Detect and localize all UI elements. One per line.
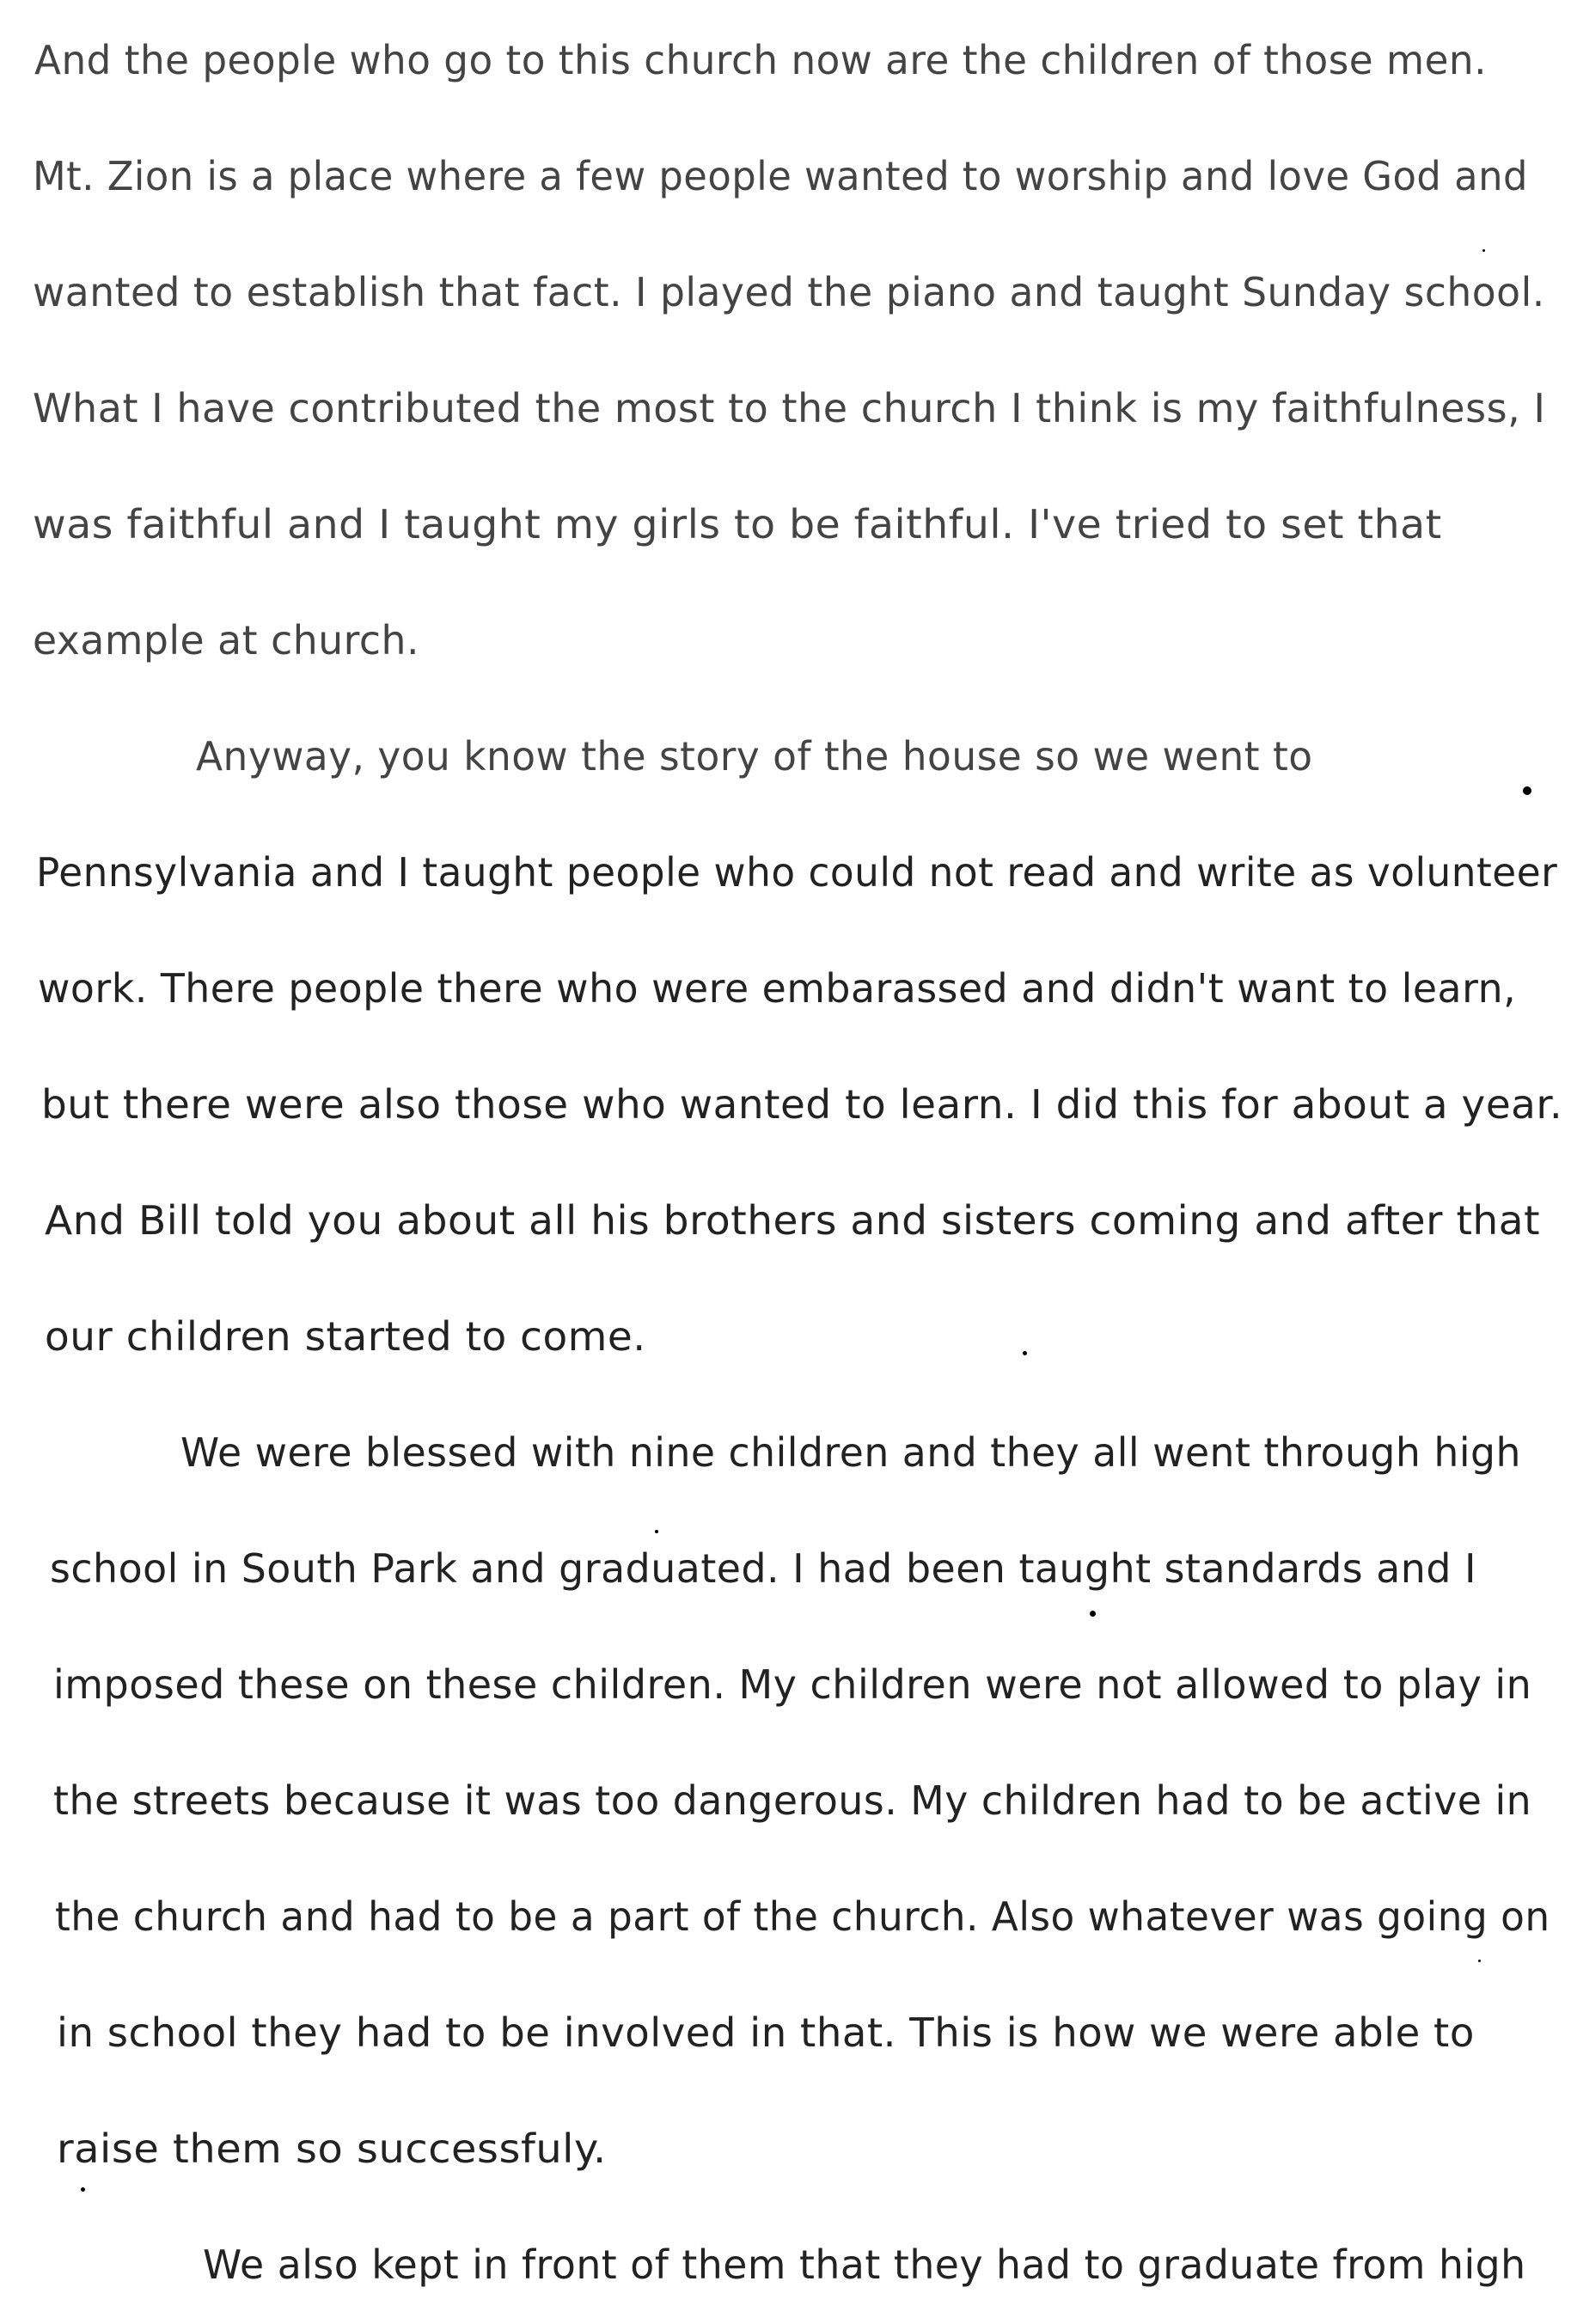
scan-speck [1090, 1611, 1096, 1617]
text-line: Pennsylvania and I taught people who could not read and write as volunteer [36, 849, 1558, 896]
text-line: imposed these on these children. My children were not allowed to play in [53, 1661, 1532, 1708]
text-line: wanted to establish that fact. I played the piano and taught Sunday school. [33, 269, 1545, 315]
text-line: school in South Park and graduated. I had been taught standards and I [50, 1545, 1476, 1592]
text-line: What I have contributed the most to the church I think is my faithfulness, I [33, 385, 1546, 431]
text-line: We also kept in front of them that they had to graduate from high [203, 2241, 1526, 2288]
text-line: And Bill told you about all his brothers and sisters coming and after that [45, 1197, 1541, 1244]
text-line: in school they had to be involved in that. This is how we were able to [57, 2009, 1475, 2056]
scan-speck [1478, 1960, 1481, 1962]
scan-speck [1482, 249, 1485, 252]
text-line: work. There people there who were embarassed and didn't want to learn, [38, 965, 1517, 1012]
scan-speck [1523, 786, 1531, 795]
text-line: raise them so successfuly. [57, 2125, 607, 2172]
scan-speck [655, 1530, 658, 1533]
text-line: And the people who go to this church now are the children of those men. [34, 37, 1487, 83]
text-line: the church and had to be a part of the church. Also whatever was going on [55, 1893, 1550, 1940]
text-line: was faithful and I taught my girls to be faithful. I've tried to set that [33, 501, 1442, 547]
text-line: but there were also those who wanted to learn. I did this for about a year. [41, 1081, 1563, 1128]
text-line: Anyway, you know the story of the house so we went to [196, 733, 1313, 780]
scan-speck [81, 2187, 85, 2192]
text-line: We were blessed with nine children and they all went through high [180, 1429, 1521, 1476]
text-line: Mt. Zion is a place where a few people wanted to worship and love God and [33, 153, 1528, 199]
text-line: our children started to come. [45, 1313, 646, 1360]
text-line: example at church. [33, 617, 420, 664]
text-line: the streets because it was too dangerous. My children had to be active in [53, 1777, 1532, 1824]
scan-speck [1023, 1351, 1027, 1355]
